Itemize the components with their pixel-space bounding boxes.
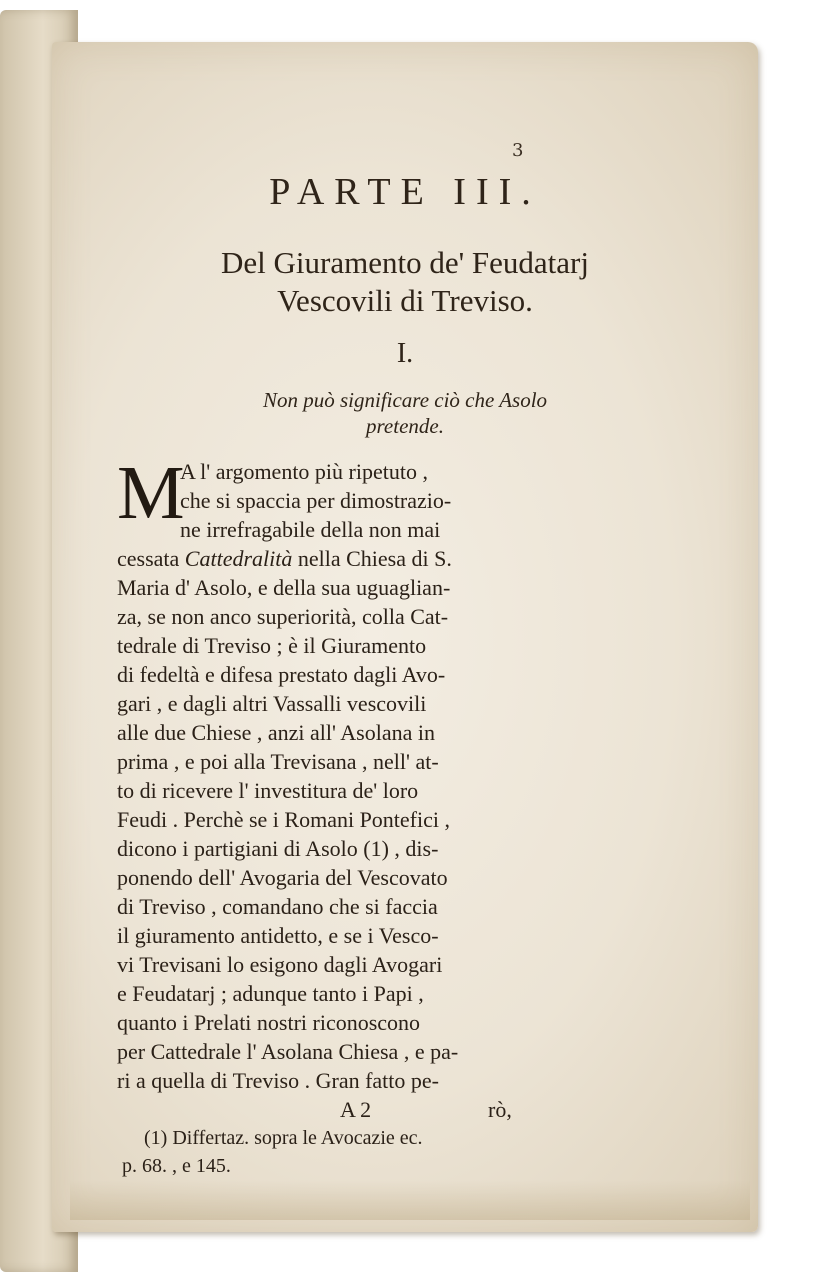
body-line: vi Trevisani lo esigono dagli Avogari bbox=[117, 952, 443, 977]
section-heading bbox=[60, 387, 750, 439]
body-line: Maria d' Asolo, e della sua uguaglian- bbox=[117, 575, 451, 600]
signature-mark: A 2 bbox=[340, 1097, 372, 1122]
body-line: Feudi . Perchè se i Romani Pontefici , bbox=[117, 807, 450, 832]
body-line: per Cattedrale l' Asolana Chiesa , e pa- bbox=[117, 1039, 459, 1064]
body-line-segment: nella Chiesa di S. bbox=[292, 546, 452, 571]
body-line: A l' argomento più ripetuto , bbox=[180, 459, 428, 484]
subtitle-line: Vescovili di Treviso. bbox=[277, 283, 533, 318]
section-heading-line: pretende. bbox=[366, 414, 444, 438]
body-line: e Feudatarj ; adunque tanto i Papi , bbox=[117, 981, 424, 1006]
footnote-line: (1) Differtaz. sopra le Avocazie ec. bbox=[144, 1127, 423, 1149]
page-number: 3 bbox=[512, 140, 524, 161]
body-line: il giuramento antidetto, e se i Vesco- bbox=[117, 923, 439, 948]
body-line: alle due Chiese , anzi all' Asolana in bbox=[117, 720, 435, 745]
section-heading-line: Non può significare ciò che Asolo bbox=[262, 388, 548, 412]
body-line: ponendo dell' Avogaria del Vescovato bbox=[117, 865, 448, 890]
body-line: ne irrefragabile della non mai bbox=[180, 517, 441, 542]
body-line: za, se non anco superiorità, colla Cat- bbox=[117, 604, 449, 629]
body-line: che si spaccia per dimostrazio- bbox=[180, 488, 452, 513]
body-line bbox=[117, 544, 452, 573]
section-number: I. bbox=[396, 338, 414, 369]
body-line: di fedeltà e difesa prestato dagli Avo- bbox=[117, 662, 446, 687]
body-line: quanto i Prelati nostri riconoscono bbox=[117, 1010, 421, 1035]
body-line: gari , e dagli altri Vassalli vescovili bbox=[117, 691, 427, 716]
body-line: ri a quella di Treviso . Gran fatto pe- bbox=[117, 1068, 439, 1093]
body-line: prima , e poi alla Trevisana , nell' at- bbox=[117, 749, 439, 774]
body-line-segment: cessata bbox=[117, 546, 185, 571]
part-title: PARTE III. bbox=[269, 171, 541, 213]
body-line: tedrale di Treviso ; è il Giuramento bbox=[117, 633, 427, 658]
part-subtitle bbox=[60, 244, 750, 320]
catchword: rò, bbox=[488, 1097, 512, 1122]
subtitle-line: Del Giuramento de' Feudatarj bbox=[221, 245, 589, 280]
body-line: to di ricevere l' investitura de' loro bbox=[117, 778, 419, 803]
italic-term: Cattedralità bbox=[184, 546, 293, 571]
page-shadow bbox=[70, 1180, 750, 1220]
body-line: di Treviso , comandano che si faccia bbox=[117, 894, 438, 919]
drop-cap: M bbox=[117, 451, 185, 535]
footnote bbox=[122, 1124, 562, 1180]
body-line: dicono i partigiani di Asolo (1) , dis- bbox=[117, 836, 439, 861]
footnote-line: p. 68. , e 145. bbox=[122, 1155, 231, 1177]
